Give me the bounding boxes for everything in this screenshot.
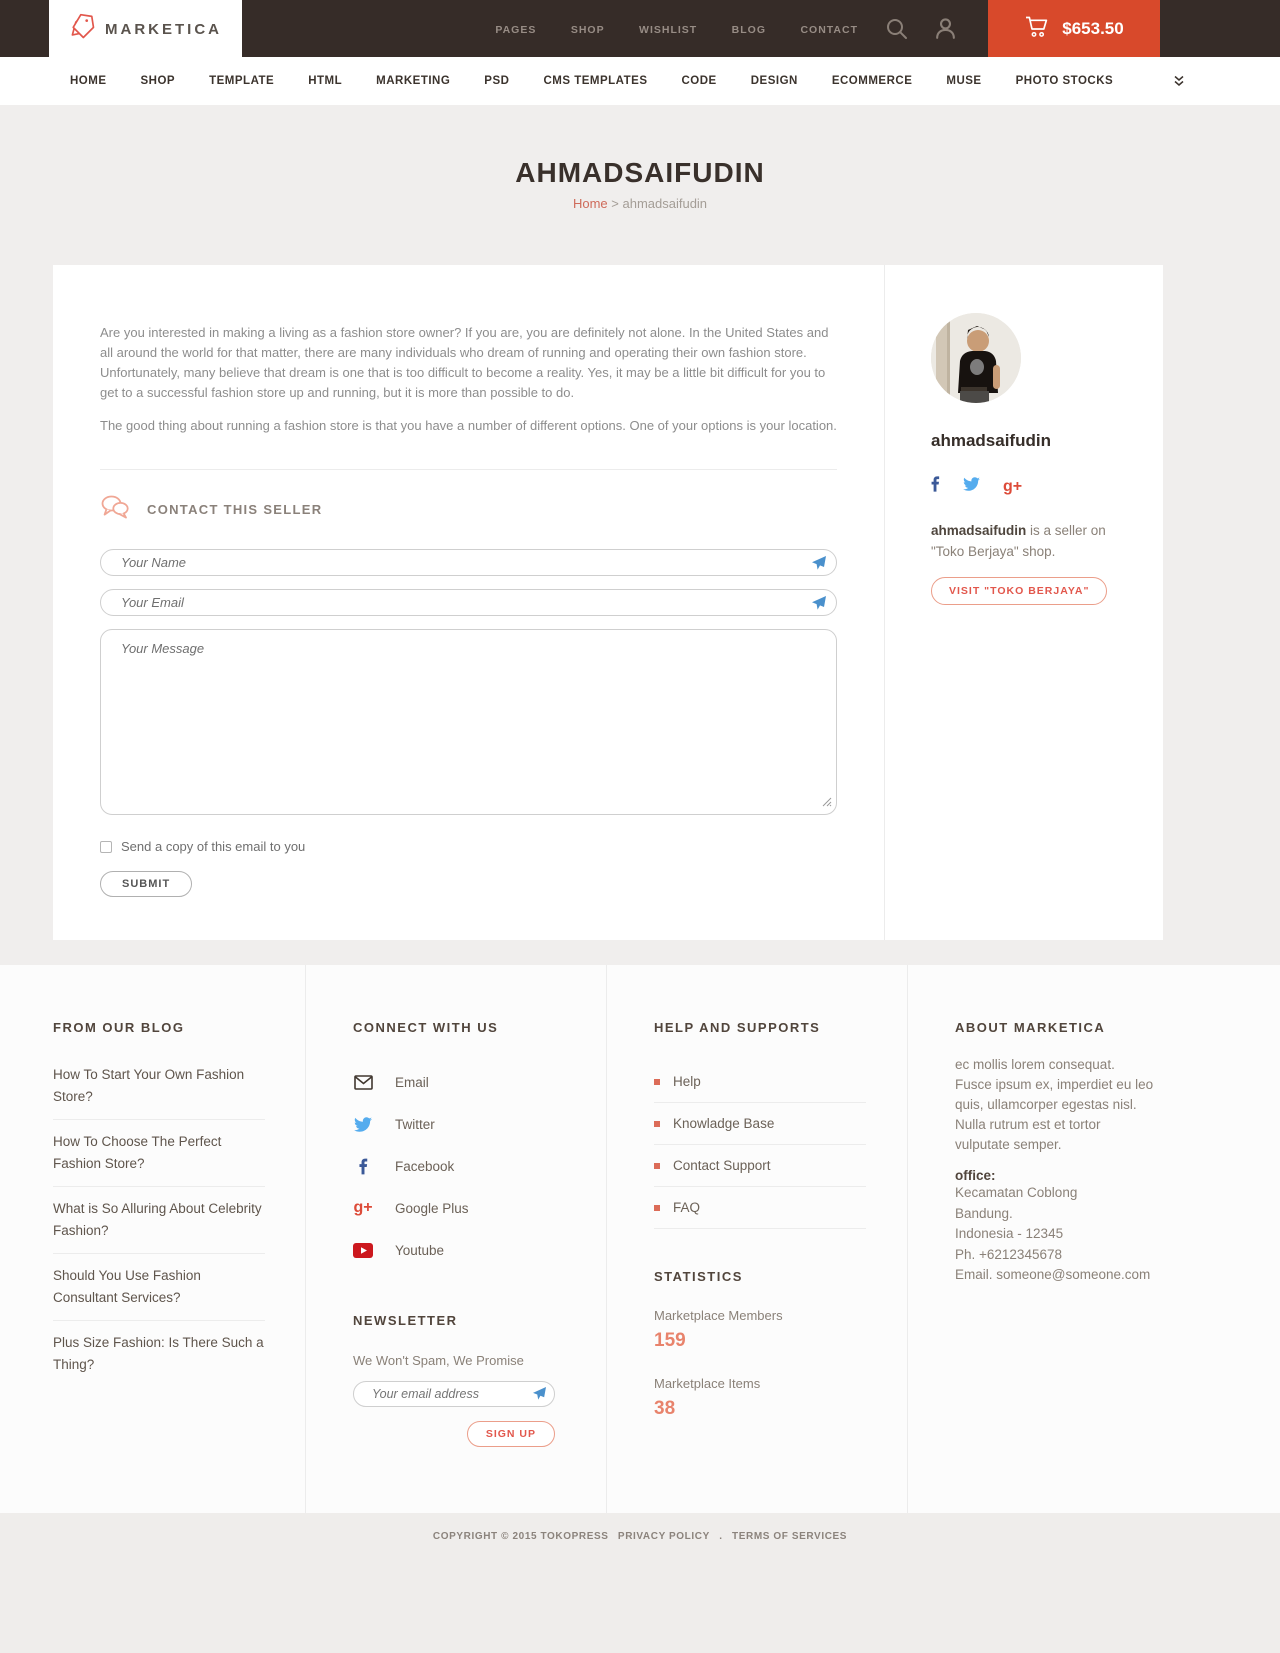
breadcrumb-separator: > xyxy=(611,196,619,211)
signup-button[interactable]: SIGN UP xyxy=(467,1421,555,1447)
footer-about-column xyxy=(907,965,1280,1513)
main-column xyxy=(53,265,884,940)
connect-email-link[interactable]: Email xyxy=(353,1061,576,1103)
square-bullet-icon xyxy=(654,1163,660,1169)
footer-connect-title: CONNECT WITH US xyxy=(353,1020,499,1035)
topnav-shop[interactable]: SHOP xyxy=(570,23,605,36)
section-divider xyxy=(100,469,837,470)
statistics-title: STATISTICS xyxy=(654,1269,743,1284)
connect-twitter-link[interactable]: Twitter xyxy=(353,1103,576,1145)
link-separator: . xyxy=(719,1531,723,1542)
mainnav-cms-templates[interactable]: CMS TEMPLATES xyxy=(543,75,648,87)
mainnav-psd[interactable]: PSD xyxy=(484,75,510,87)
logo[interactable] xyxy=(49,0,242,58)
topnav-blog[interactable]: BLOG xyxy=(731,23,766,36)
blog-post-link[interactable]: How To Choose The Perfect Fashion Store? xyxy=(53,1120,265,1187)
intro-paragraph-2: The good thing about running a fashion store is that you have a number of different options. One of your options is your location. xyxy=(100,418,837,433)
newsletter-tagline: We Won't Spam, We Promise xyxy=(353,1353,524,1368)
top-nav xyxy=(480,20,873,38)
main-nav xyxy=(0,57,1280,105)
mainnav-muse[interactable]: MUSE xyxy=(946,75,982,87)
mainnav-code[interactable]: CODE xyxy=(681,75,717,87)
contact-support-link[interactable]: Contact Support xyxy=(654,1145,866,1187)
mainnav-template[interactable]: TEMPLATE xyxy=(209,75,275,87)
footer-blog-column xyxy=(0,965,305,1513)
copyright-text: COPYRIGHT © 2015 TOKOPRESS xyxy=(432,1531,609,1542)
message-textarea[interactable] xyxy=(100,629,837,815)
address-line: Email. someone@someone.com xyxy=(955,1267,1151,1282)
visit-shop-button[interactable]: VISIT "TOKO BERJAYA" xyxy=(931,577,1107,605)
help-link[interactable]: Help xyxy=(654,1061,866,1103)
send-plane-icon xyxy=(533,1387,546,1405)
twitter-icon xyxy=(353,1117,373,1132)
address-line: Bandung. xyxy=(955,1205,1013,1221)
blog-post-link[interactable]: Should You Use Fashion Consultant Services? xyxy=(53,1254,265,1321)
terms-link[interactable]: TERMS OF SERVICES xyxy=(732,1531,848,1542)
mainnav-shop[interactable]: SHOP xyxy=(140,75,176,87)
twitter-icon[interactable] xyxy=(963,477,980,496)
seller-description: ahmadsaifudin is a seller on "Toko Berjaya" shop. xyxy=(931,523,1106,559)
knowledge-base-link[interactable]: Knowladge Base xyxy=(654,1103,866,1145)
address-line: Kecamatan Coblong xyxy=(955,1185,1078,1200)
blog-post-link[interactable]: What is So Alluring About Celebrity Fashion? xyxy=(53,1187,265,1254)
search-icon[interactable] xyxy=(885,17,909,41)
privacy-policy-link[interactable]: PRIVACY POLICY xyxy=(617,1531,710,1542)
newsletter-email-input[interactable] xyxy=(353,1381,555,1407)
seller-avatar xyxy=(931,313,1021,403)
mainnav-ecommerce[interactable]: ECOMMERCE xyxy=(831,75,913,87)
breadcrumb xyxy=(0,196,1280,211)
marketica-tag-logo-icon xyxy=(69,13,96,45)
blog-post-link[interactable]: Plus Size Fashion: Is There Such a Thing? xyxy=(53,1335,264,1372)
breadcrumb-current: ahmadsaifudin xyxy=(622,196,708,211)
google-plus-icon[interactable]: g+ xyxy=(1003,477,1023,495)
email-input[interactable] xyxy=(100,589,837,616)
seller-sidebar xyxy=(884,265,1163,940)
cart-button[interactable] xyxy=(988,0,1160,57)
send-plane-icon xyxy=(812,596,826,615)
stat-members-value: 159 xyxy=(654,1330,686,1351)
connect-google-plus-link[interactable]: g+ Google Plus xyxy=(353,1199,469,1216)
square-bullet-icon xyxy=(654,1079,660,1085)
facebook-icon xyxy=(353,1158,373,1175)
footer-connect-column xyxy=(305,965,606,1513)
name-input[interactable] xyxy=(100,549,837,576)
topnav-contact[interactable]: CONTACT xyxy=(800,23,858,36)
google-plus-icon: g+ xyxy=(353,1199,373,1216)
footer-blog-title: FROM OUR BLOG xyxy=(53,1020,185,1035)
copyright-bar xyxy=(0,1513,1280,1653)
connect-facebook-link[interactable]: Facebook xyxy=(353,1145,576,1187)
mainnav-home[interactable]: HOME xyxy=(70,75,107,87)
address-line: Indonesia - 12345 xyxy=(955,1226,1064,1241)
envelope-icon xyxy=(353,1075,373,1090)
send-copy-checkbox[interactable] xyxy=(100,841,112,853)
content-card xyxy=(53,265,1163,940)
user-icon[interactable] xyxy=(933,16,958,41)
blog-post-link[interactable]: How To Start Your Own Fashion Store? xyxy=(53,1053,265,1120)
footer-help-column xyxy=(606,965,907,1513)
intro-paragraph-1: Are you interested in making a living as a fashion store owner? If you are, you are definitely not alone. In the United States and all around the world for that matter, there are many individuals who dream of running and operating their own fashion store. Unfortunately, many believe that dream is one that is too difficult to become a reality. Yes, it may be a little bit difficult for you to get to a successful fashion store up and running, but it is more than possible to do. xyxy=(100,325,829,400)
submit-button[interactable]: SUBMIT xyxy=(100,871,192,897)
mainnav-photo-stocks[interactable]: PHOTO STOCKS xyxy=(1015,75,1114,87)
mainnav-design[interactable]: DESIGN xyxy=(750,75,798,87)
send-copy-label: Send a copy of this email to you xyxy=(121,839,306,854)
chat-bubbles-icon xyxy=(100,494,130,525)
page-title: AHMADSAIFUDIN xyxy=(515,157,765,188)
send-plane-icon xyxy=(812,556,826,575)
footer xyxy=(0,965,1280,1513)
office-label: office: xyxy=(955,1168,996,1183)
newsletter-title: NEWSLETTER xyxy=(353,1313,458,1328)
stat-items-value: 38 xyxy=(654,1398,676,1419)
square-bullet-icon xyxy=(654,1121,660,1127)
seller-name: ahmadsaifudin xyxy=(931,431,1051,450)
footer-about-title: ABOUT MARKETICA xyxy=(955,1020,1106,1035)
mainnav-marketing[interactable]: MARKETING xyxy=(376,75,451,87)
faq-link[interactable]: FAQ xyxy=(654,1187,866,1229)
stat-members-label: Marketplace Members xyxy=(654,1308,783,1323)
address-line: Ph. +6212345678 xyxy=(955,1246,1062,1262)
connect-youtube-link[interactable]: Youtube xyxy=(353,1229,576,1271)
facebook-icon[interactable] xyxy=(931,476,940,497)
contact-seller-heading: CONTACT THIS SELLER xyxy=(147,502,323,517)
breadcrumb-home-link[interactable]: Home xyxy=(572,196,608,211)
square-bullet-icon xyxy=(654,1205,660,1211)
topbar xyxy=(0,0,1280,57)
cart-total: $653.50 xyxy=(1062,18,1124,38)
topnav-pages[interactable]: PAGES xyxy=(495,23,537,36)
stat-items-label: Marketplace Items xyxy=(654,1376,761,1391)
resize-grip-icon[interactable] xyxy=(822,794,832,812)
footer-help-title: HELP AND SUPPORTS xyxy=(654,1020,821,1035)
seller-social-links xyxy=(931,476,1163,497)
cart-icon xyxy=(1024,14,1051,44)
logo-text: MARKETICA xyxy=(105,20,222,38)
mainnav-html[interactable]: HTML xyxy=(308,75,343,87)
youtube-icon xyxy=(353,1243,373,1258)
about-text: ec mollis lorem consequat. Fusce ipsum ex, imperdiet eu leo quis, ullamcorper egestas nisl. Nulla rutrum est et tortor vulputate semper. xyxy=(955,1057,1154,1152)
nav-more-chevrons-icon[interactable] xyxy=(1173,74,1185,88)
topnav-wishlist[interactable]: WISHLIST xyxy=(639,23,698,36)
page-header xyxy=(0,105,1280,265)
